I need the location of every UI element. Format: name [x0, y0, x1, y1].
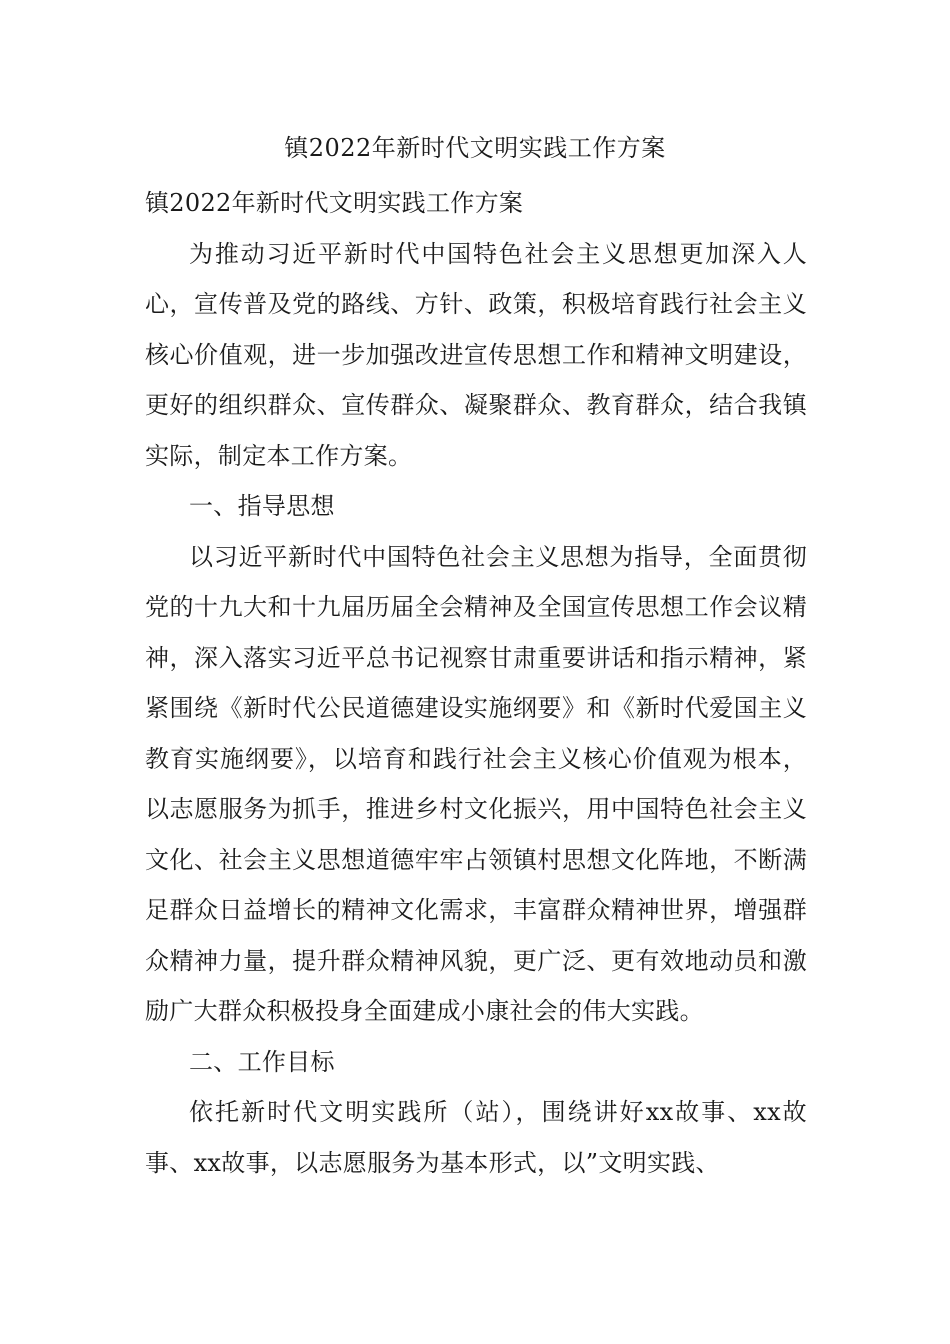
intro-paragraph: 为推动习近平新时代中国特色社会主义思想更加深入人心，宣传普及党的路线、方针、政策，积极培育践行社会主义核心价值观，进一步加强改进宣传思想工作和精神文明建设，更好的组织群众、宣传群众、凝聚群众、教育群众，结合我镇实际，制定本工作方案。 — [145, 239, 807, 470]
section-heading-guiding-ideology: 一、指导思想 — [189, 492, 335, 520]
work-goals-paragraph: 依托新时代文明实践所（站），围绕讲好xx故事、xx故事、xx故事，以志愿服务为基本形式，以”文明实践、 — [145, 1098, 807, 1177]
section-heading-work-goals: 二、工作目标 — [189, 1047, 335, 1076]
document-body — [145, 178, 807, 1188]
document-title: 镇2022年新时代文明实践工作方案 — [284, 134, 666, 162]
document-subtitle: 镇2022年新时代文明实践工作方案 — [145, 189, 524, 217]
guiding-ideology-paragraph: 以习近平新时代中国特色社会主义思想为指导，全面贯彻党的十九大和十九届历届全会精神及全国宣传思想工作会议精神，深入落实习近平总书记视察甘肃重要讲话和指示精神，紧紧围绕《新时代公民道德建设实施纲要》和《新时代爱国主义教育实施纲要》，以培育和践行社会主义核心价值观为根本，以志愿服务为抓手，推进乡村文化振兴，用中国特色社会主义文化、社会主义思想道德牢牢占领镇村思想文化阵地，不断满足群众日益增长的精神文化需求，丰富群众精神世界，增强群众精神力量，提升群众精神风貌，更广泛、更有效地动员和激励广大群众积极投身全面建成小康社会的伟大实践。 — [145, 542, 807, 1025]
